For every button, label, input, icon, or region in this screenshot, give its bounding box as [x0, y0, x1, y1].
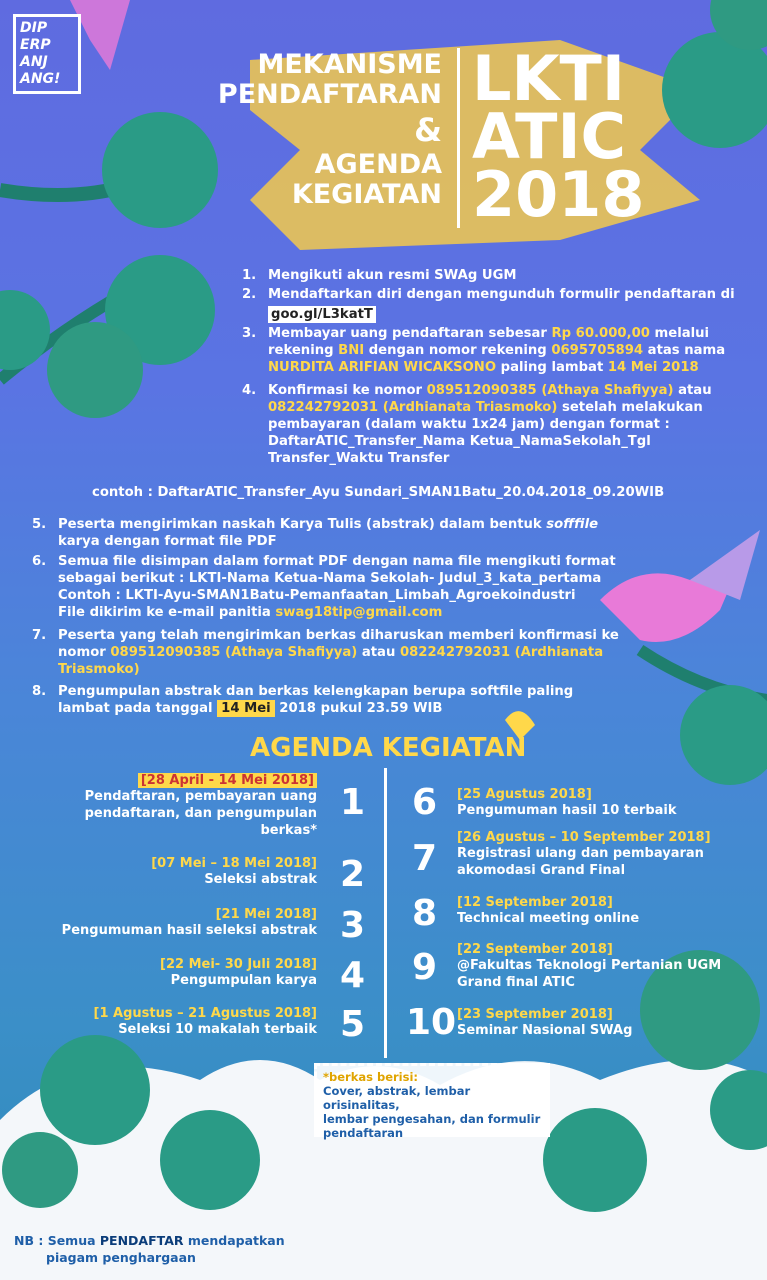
phone-number: 082242792031 (Ardhianata Triasmoko) — [268, 400, 558, 415]
nb-text: piagam penghargaan — [46, 1250, 196, 1265]
agenda-date: [22 September 2018] — [457, 942, 613, 957]
phone-number: 082242792031 (Ardhianata — [399, 645, 604, 660]
amount: Rp 60.000,00 — [551, 326, 650, 341]
logo-line: DIP — [20, 20, 48, 36]
nb-highlight: PENDAFTAR — [99, 1233, 184, 1248]
agenda-item-7 — [457, 830, 737, 879]
step-text: dengan nomor rekening — [364, 343, 552, 358]
note-title: *berkas berisi: — [323, 1070, 419, 1084]
header-title: 2018 — [472, 158, 645, 231]
step-text: nomor — [58, 645, 111, 660]
step-number: 8. — [32, 684, 47, 699]
step-8 — [32, 683, 574, 717]
step-number: 5. — [32, 517, 47, 532]
step-text: melalui — [649, 326, 710, 341]
agenda-text: pendaftaran, dan pengumpulan — [84, 806, 317, 821]
nb-note — [14, 1232, 285, 1266]
logo-line: ANG! — [20, 71, 61, 87]
step-text: Pengumpulan abstrak dan berkas kelengkapan berupa softfile paling — [58, 684, 574, 699]
header-divider — [457, 48, 460, 228]
step-text: sofffile — [546, 517, 599, 532]
agenda-date: [25 Agustus 2018] — [457, 787, 592, 802]
agenda-date: [1 Agustus – 21 Agustus 2018] — [93, 1006, 317, 1021]
agenda-date: [07 Mei – 18 Mei 2018] — [151, 856, 317, 871]
step-5 — [32, 516, 599, 550]
agenda-number: 7 — [412, 838, 438, 879]
note-text: Cover, abstrak, lembar orisinalitas, — [323, 1084, 471, 1112]
agenda-item-6 — [457, 787, 737, 819]
step-text: Mengikuti akun resmi SWAg UGM — [268, 268, 517, 283]
agenda-date: [22 Mei- 30 Juli 2018] — [160, 957, 317, 972]
bank-name: BNI — [338, 343, 365, 358]
step-text: Semua file disimpan dalam format PDF dengan nama file mengikuti format — [58, 554, 616, 569]
agenda-date: [21 Mei 2018] — [215, 907, 317, 922]
nb-text: NB : Semua — [14, 1233, 100, 1248]
agenda-item-2 — [47, 856, 317, 888]
agenda-text: akomodasi Grand Final — [457, 863, 626, 878]
step-text: Peserta mengirimkan naskah Karya Tulis (abstrak) dalam bentuk — [58, 517, 547, 532]
step-text: DaftarATIC_Transfer_Nama Ketua_NamaSekolah_Tgl — [268, 434, 651, 449]
header-left — [218, 50, 442, 210]
agenda-number: 8 — [412, 893, 438, 934]
agenda-date: [23 September 2018] — [457, 1007, 613, 1022]
step-text: rekening — [268, 343, 339, 358]
agenda-item-9 — [457, 942, 737, 991]
agenda-text: Pendaftaran, pembayaran uang — [84, 789, 317, 804]
agenda-text: Pengumuman hasil 10 terbaik — [457, 803, 677, 818]
step-text: Transfer_Waktu Transfer — [268, 451, 450, 466]
agenda-item-1 — [47, 769, 317, 839]
agenda-text: Grand final ATIC — [457, 975, 575, 990]
agenda-date: [26 Agustus – 10 September 2018] — [457, 830, 711, 845]
header-line: MEKANISME — [257, 49, 442, 80]
step-number: 6. — [32, 554, 47, 569]
step-4 — [242, 382, 712, 467]
step-text: Mendaftarkan diri dengan mengunduh formulir pendaftaran di — [268, 287, 735, 302]
agenda-text: Registrasi ulang dan pembayaran — [457, 846, 704, 861]
step-text: Peserta yang telah mengirimkan berkas diharuskan memberi konfirmasi ke — [58, 628, 619, 643]
logo-line: ANJ — [20, 54, 48, 70]
step-text: paling lambat — [496, 360, 608, 375]
example-format: contoh : DaftarATIC_Transfer_Ayu Sundari_SMAN1Batu_20.04.2018_09.20WIB — [92, 485, 665, 500]
agenda-number: 4 — [340, 955, 366, 996]
step-text: Contoh : LKTI-Ayu-SMAN1Batu-Pemanfaatan_Limbah_Agroekoindustri — [58, 588, 576, 603]
agenda-text: berkas* — [260, 823, 317, 838]
agenda-number: 9 — [412, 947, 438, 988]
step-3 — [242, 325, 726, 376]
step-number: 1. — [242, 268, 257, 283]
nb-text: mendapatkan — [183, 1233, 285, 1248]
agenda-item-5 — [47, 1006, 317, 1038]
step-text: atau — [673, 383, 712, 398]
phone-number: 089512090385 (Athaya Shafiyya) — [110, 645, 358, 660]
agenda-text: Technical meeting online — [457, 911, 640, 926]
step-text: 2018 pukul 23.59 WIB — [274, 701, 443, 716]
header-line: PENDAFTARAN — [217, 79, 442, 110]
step-text: atau — [357, 645, 400, 660]
step-7 — [32, 627, 619, 678]
step-text: lambat pada tanggal — [58, 701, 218, 716]
note-text: lembar pengesahan, dan formulir — [323, 1112, 541, 1126]
header-line: AGENDA — [314, 149, 442, 180]
agenda-text: Seleksi 10 makalah terbaik — [118, 1022, 317, 1037]
step-text: Konfirmasi ke nomor — [268, 383, 427, 398]
step-text: File dikirim ke e-mail panitia — [58, 605, 276, 620]
step-number: 4. — [242, 383, 257, 398]
email-address[interactable]: swag18tip@gmail.com — [275, 605, 443, 620]
logo-line: ERP — [20, 37, 51, 53]
agenda-text: @Fakultas Teknologi Pertanian UGM — [457, 958, 722, 973]
step-number: 3. — [242, 326, 257, 341]
agenda-item-8 — [457, 895, 737, 927]
step-text: karya dengan format file PDF — [58, 534, 277, 549]
step-2 — [242, 286, 735, 323]
agenda-number: 2 — [340, 854, 366, 895]
step-text: pembayaran (dalam waktu 1x24 jam) dengan format : — [268, 417, 670, 432]
agenda-number: 10 — [406, 1002, 457, 1043]
agenda-divider — [384, 768, 387, 1058]
agenda-title: AGENDA KEGIATAN — [250, 733, 527, 763]
step-number: 2. — [242, 287, 257, 302]
step-text: atas nama — [643, 343, 726, 358]
step-1 — [242, 267, 517, 284]
agenda-item-3 — [47, 907, 317, 939]
agenda-text: Pengumpulan karya — [170, 973, 317, 988]
agenda-text: Seleksi abstrak — [204, 872, 317, 887]
note-text: pendaftaran — [323, 1126, 404, 1140]
step-text: sebagai berikut : LKTI-Nama Ketua-Nama Sekolah- Judul_3_kata_pertama — [58, 571, 602, 586]
account-number: 0695705894 — [551, 343, 644, 358]
agenda-text: Pengumuman hasil seleksi abstrak — [61, 923, 317, 938]
registration-link[interactable]: goo.gl/L3katT — [268, 306, 376, 323]
agenda-item-10 — [457, 1007, 737, 1039]
phone-number: Triasmoko) — [58, 662, 140, 677]
agenda-number: 3 — [340, 905, 366, 946]
step-text: setelah melakukan — [557, 400, 703, 415]
agenda-number: 6 — [412, 782, 438, 823]
berkas-note — [314, 1063, 550, 1140]
agenda-date: [12 September 2018] — [457, 895, 613, 910]
header-line: & — [414, 111, 442, 149]
step-6 — [32, 553, 616, 621]
step-text: Membayar uang pendaftaran sebesar — [268, 326, 552, 341]
account-name: NURDITA ARIFIAN WICAKSONO — [268, 360, 497, 375]
header-title: ATIC — [472, 100, 627, 173]
deadline-badge: 14 Mei — [217, 700, 275, 717]
agenda-text: Seminar Nasional SWAg — [457, 1023, 633, 1038]
header-right — [472, 42, 645, 231]
header-line: KEGIATAN — [291, 179, 442, 210]
agenda-number: 5 — [340, 1004, 366, 1045]
logo — [13, 14, 81, 94]
agenda-number: 1 — [340, 782, 366, 823]
header-title: LKTI — [472, 42, 625, 115]
agenda-date: [28 April - 14 Mei 2018] — [138, 773, 317, 788]
phone-number: 089512090385 (Athaya Shafiyya) — [426, 383, 674, 398]
step-number: 7. — [32, 628, 47, 643]
deadline-date: 14 Mei 2018 — [607, 360, 699, 375]
agenda-item-4 — [47, 957, 317, 989]
